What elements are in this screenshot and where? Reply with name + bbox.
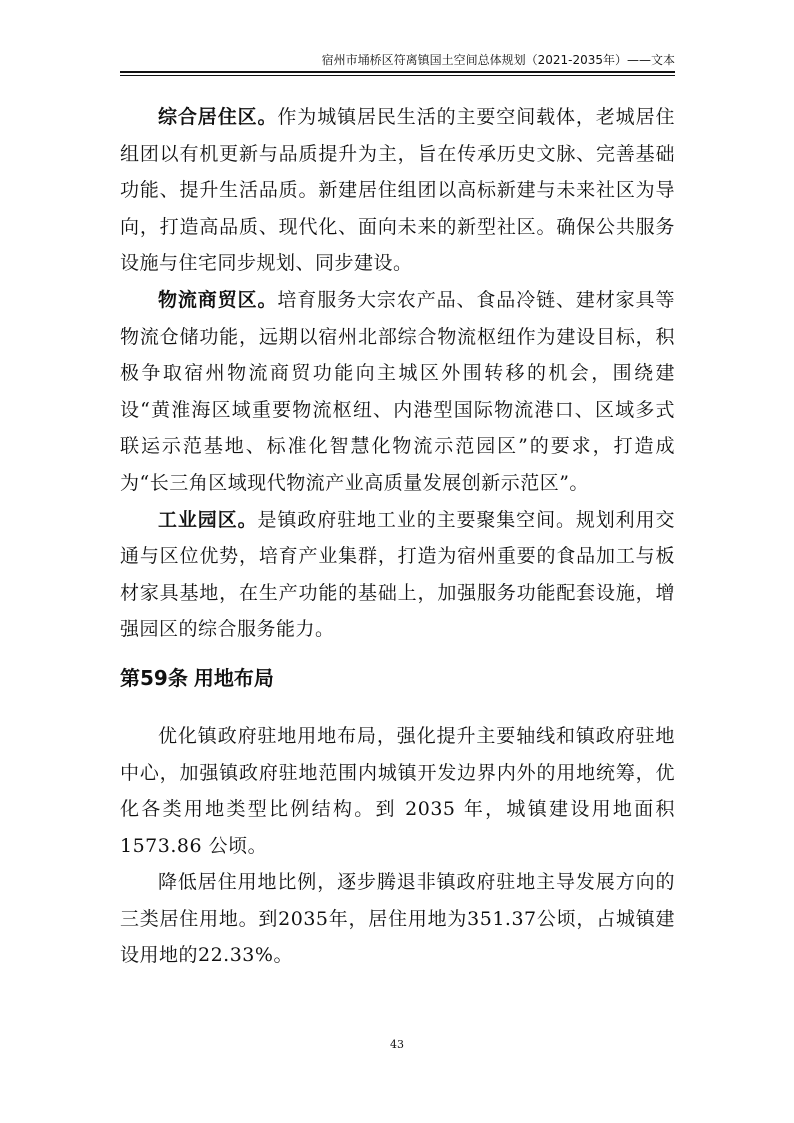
paragraph-logistics-zone: [120, 282, 675, 502]
article-number: 第59条: [120, 665, 188, 690]
paragraph-residential-zone: [120, 99, 675, 282]
paragraph-text: 作为城镇居民生活的主要空间载体，老城居住组团以有机更新与品质提升为主，旨在传承历史文脉、完善基础功能、提升生活品质。新建居住组团以高标新建与未来社区为导向，打造高品质、现代化、面向未来的新型社区。确保公共服务设施与住宅同步规划、同步建设。: [120, 106, 675, 275]
paragraph-text: 降低居住用地比例，逐步腾退非镇政府驻地主导发展方向的三类居住用地。到2035年，居住用地为351.37公顷，占城镇建设用地的22.33%。: [120, 871, 675, 967]
paragraph-text: 是镇政府驻地工业的主要聚集空间。规划利用交通与区位优势，培育产业集群，打造为宿州重要的食品加工与板材家具基地，在生产功能的基础上，加强服务功能配套设施，增强园区的综合服务能力。: [120, 508, 675, 641]
paragraph-text: 培育服务大宗农产品、食品冷链、建材家具等物流仓储功能，远期以宿州北部综合物流枢纽作为建设目标，积极争取宿州物流商贸功能向主城区外围转移的机会，围绕建设“黄淮海区域重要物流枢纽、内港型国际物流港口、区域多式联运示范基地、标准化智慧化物流示范园区”的要求，打造成为“长三角区域现代物流产业高质量发展创新示范区”。: [120, 288, 675, 494]
article-title: 用地布局: [193, 665, 274, 690]
paragraph-lead: 物流商贸区。: [158, 288, 278, 311]
body-text: [120, 99, 675, 974]
article-heading: [120, 658, 675, 698]
paragraph-lead: 综合居住区。: [158, 106, 278, 128]
header-rule-thin: [120, 75, 675, 76]
paragraph-residential-land: [120, 864, 675, 974]
running-header: 宿州市埇桥区符离镇国土空间总体规划（2021-2035年）——文本: [321, 53, 675, 67]
paragraph-land-layout: [120, 718, 675, 864]
paragraph-text: 优化镇政府驻地用地布局，强化提升主要轴线和镇政府驻地中心，加强镇政府驻地范围内城镇开发边界内外的用地统筹，优化各类用地类型比例结构。到 2035 年，城镇建设用地面积 1573.86 公顷。: [120, 724, 675, 857]
header-rule-thick: [120, 71, 675, 73]
paragraph-industrial-park: [120, 502, 675, 648]
paragraph-lead: 工业园区。: [158, 508, 258, 531]
page-number: 43: [390, 1038, 404, 1051]
